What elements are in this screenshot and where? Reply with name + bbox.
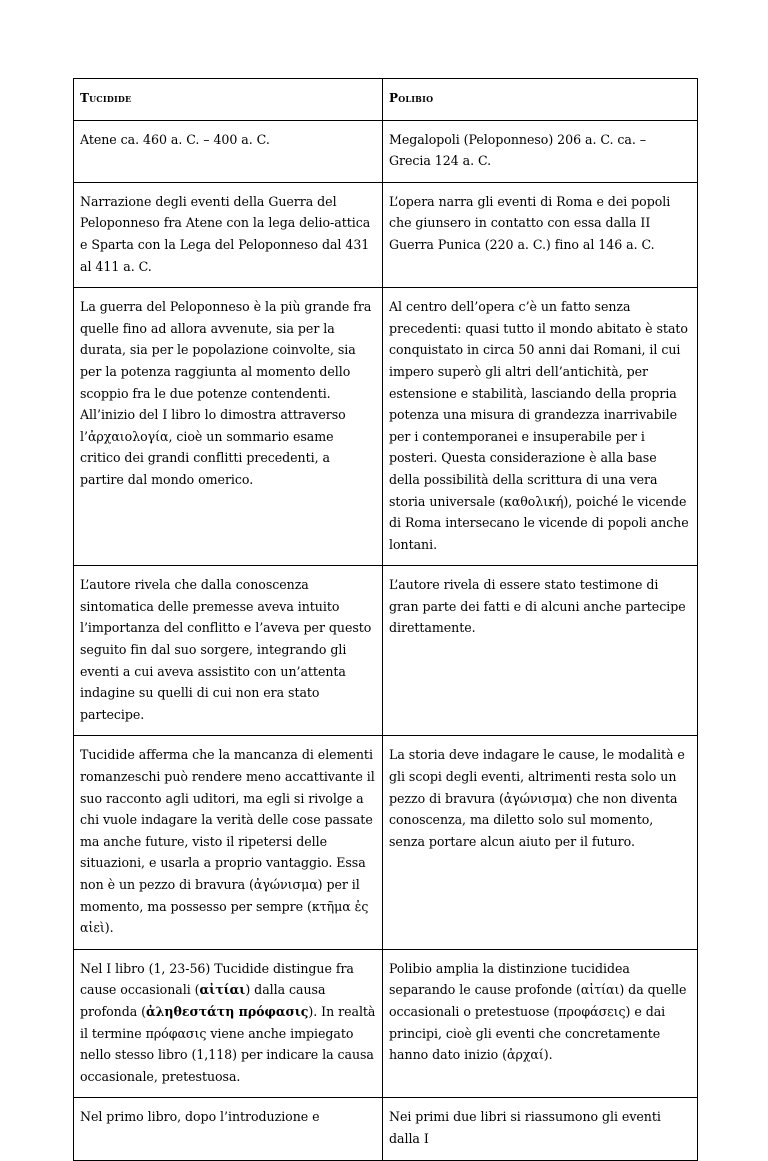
text-segment: Tucidide afferma che la mancanza di elementi romanzeschi può rendere meno accattivante il suo racconto agli uditori, ma egli si rivolge a chi vuole indagare la verità delle cose passate ma anche future, visto il ripetersi delle situazioni, e usarla a proprio vantaggio. Essa non è un pezzo di bravura ( xyxy=(80,747,375,892)
cell-tucidide xyxy=(74,949,383,1098)
text-segment: Al centro dell’opera c’è un fatto senza precedenti: quasi tutto il mondo abitato è stato conquistato in circa 50 anni dai Romani, il cui impero superò gli altri dell’antichità, per estensione e stabilità, lasciando della propria potenza una misura di grandezza inarrivabile per i contemporanei e insuperabile per i posteri. Questa considerazione è alla base della possibilità della scrittura di una vera storia universale ( xyxy=(389,299,688,509)
greek-term: ἀρχαιολογία xyxy=(87,428,169,444)
header-polibio: Polibio xyxy=(389,91,434,105)
table-row xyxy=(74,736,698,949)
greek-term: ἀληθεστάτη πρόφασις xyxy=(146,1003,309,1019)
header-cell-polibio xyxy=(383,79,698,121)
cell-polibio xyxy=(383,736,698,949)
cell-tucidide: L’autore rivela che dalla conoscenza sintomatica delle premesse aveva intuito l’importanza del conflitto e l’aveva per questo seguito fin dal suo sorgere, integrando gli eventi a cui aveva assistito con un’attenta indagine su quelli di cui non era stato partecipe. xyxy=(74,566,383,736)
cell-polibio: Megalopoli (Peloponneso) 206 a. C. ca. – Grecia 124 a. C. xyxy=(383,120,698,182)
cell-polibio: L’opera narra gli eventi di Roma e dei popoli che giunsero in contatto con essa dalla II Guerra Punica (220 a. C.) fino al 146 a. C. xyxy=(383,182,698,287)
greek-term: ἀγώνισμα xyxy=(253,877,318,892)
cell-tucidide xyxy=(74,288,383,566)
cell-polibio: Nei primi due libri si riassumono gli eventi dalla I xyxy=(383,1098,698,1160)
greek-term: κτῆμα ἐς αἰεὶ xyxy=(80,898,369,936)
text-segment: viene anche impiegato nello stesso libro (1,118) per indicare la causa occasionale, pretestuosa. xyxy=(80,1025,374,1084)
table-header-row xyxy=(74,79,698,121)
text-segment: ) e dai principi, cioè gli eventi che concretamente hanno dato inizio ( xyxy=(389,1003,666,1063)
text-segment: ). In realtà il termine xyxy=(80,1003,376,1041)
cell-tucidide xyxy=(74,736,383,949)
greek-term: αἰτίαι xyxy=(199,982,246,998)
greek-term: ἀρχαί xyxy=(507,1047,544,1063)
text-segment: ) da quelle occasionali o pretestuose ( xyxy=(389,982,687,1019)
greek-term: αἰτίαι xyxy=(580,982,620,998)
table-row xyxy=(74,182,698,287)
table-row xyxy=(74,120,698,182)
cell-tucidide: Narrazione degli eventi della Guerra del Peloponneso fra Atene con la lega delio-attica e Sparta con la Lega del Peloponneso dal 431 al 411 a. C. xyxy=(74,182,383,287)
document-page xyxy=(73,78,697,1161)
header-cell-tucidide xyxy=(74,79,383,121)
text-segment: La storia deve indagare le cause, le modalità e gli scopi degli eventi, altrimenti resta solo un pezzo di bravura ( xyxy=(389,747,685,806)
cell-polibio xyxy=(383,949,698,1098)
cell-tucidide: Atene ca. 460 a. C. – 400 a. C. xyxy=(74,120,383,182)
comparison-table xyxy=(73,78,698,1161)
text-segment: ). xyxy=(104,920,114,936)
text-segment: ) che non diventa conoscenza, ma diletto solo sul momento, senza portare alcun aiuto per il futuro. xyxy=(389,790,678,849)
header-tucidide: Tucidide xyxy=(80,91,132,105)
text-segment: ) dalla causa profonda ( xyxy=(80,982,326,1019)
greek-term: καθολική xyxy=(503,493,564,509)
table-row xyxy=(74,1098,698,1160)
text-segment: Nel I libro (1, 23-56) Tucidide distingue fra cause occasionali ( xyxy=(80,960,354,998)
table-row xyxy=(74,949,698,1098)
text-segment: ), poiché le vicende di Roma intersecano le vicende di popoli anche lontani. xyxy=(389,493,689,552)
table-row xyxy=(74,566,698,736)
cell-tucidide: Nel primo libro, dopo l’introduzione e xyxy=(74,1098,383,1160)
greek-term: προφάσεις xyxy=(558,1003,626,1019)
text-segment: La guerra del Peloponneso è la più grande fra quelle fino ad allora avvenute, sia per la durata, sia per le popolazione coinvolte, sia per la potenza raggiunta al momento dello scoppio fra le due potenze contendenti. All’inizio del I libro lo dimostra attraverso l’ xyxy=(80,299,372,444)
cell-polibio: L’autore rivela di essere stato testimone di gran parte dei fatti e di alcuni anche partecipe direttamente. xyxy=(383,566,698,736)
text-segment: , cioè un sommario esame critico dei grandi conflitti precedenti, a partire dal mondo omerico. xyxy=(80,428,334,487)
text-segment: ) per il momento, ma possesso per sempre ( xyxy=(80,877,360,914)
cell-polibio xyxy=(383,288,698,566)
text-segment: Polibio amplia la distinzione tucididea separando le cause profonde ( xyxy=(389,960,630,998)
greek-term: πρόφασις xyxy=(145,1025,207,1041)
table-row xyxy=(74,288,698,566)
text-segment: ). xyxy=(543,1047,553,1063)
greek-term: ἀγώνισμα xyxy=(503,790,568,806)
